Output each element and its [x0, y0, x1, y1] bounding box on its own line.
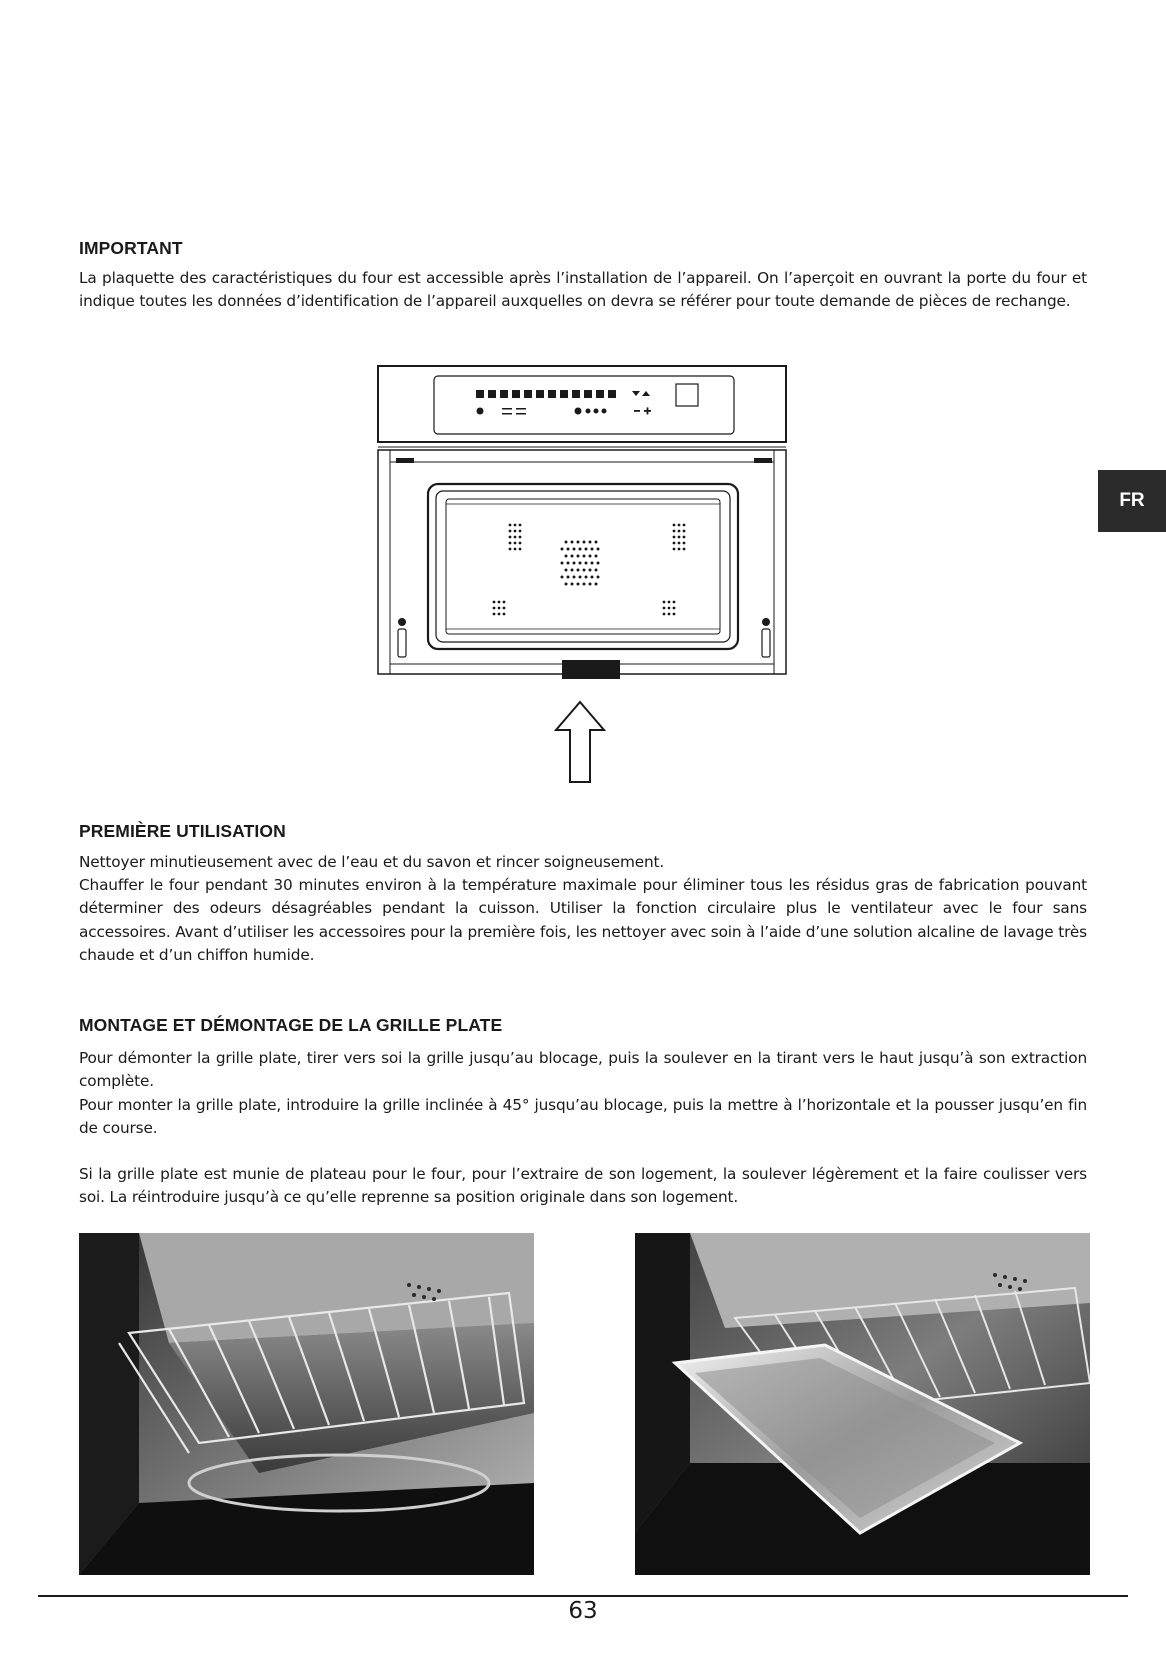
photo-grid-in-oven — [79, 1233, 534, 1575]
language-tab: FR — [1098, 470, 1166, 532]
montage-paragraph-3: Si la grille plate est munie de plateau pour le four, pour l’extraire de son logement, la soulever légèrement et la faire coulisser vers soi. La réintroduire jusqu’à ce qu’elle reprenne sa position originale dans son logement. — [79, 1165, 1087, 1207]
section-title-montage: MONTAGE ET DÉMONTAGE DE LA GRILLE PLATE — [79, 1015, 503, 1035]
oven-rating-plate-diagram — [376, 364, 792, 795]
montage-paragraph-2: Pour monter la grille plate, introduire la grille inclinée à 45° jusqu’au blocage, puis la mettre à l’horizontale et la pousser jusqu’en fin de course. — [79, 1096, 1087, 1138]
important-body: La plaquette des caractéristiques du four est accessible après l’installation de l’appareil. On l’aperçoit en ouvrant la porte du four et indique toutes les données d’identification de l’appareil auxquelles on devra se référer pour toute demande de pièces de rechange. — [79, 269, 1087, 311]
premiere-line-1: Nettoyer minutieusement avec de l’eau et du savon et rincer soigneusement. — [79, 853, 665, 871]
page-number: 63 — [568, 1598, 598, 1624]
premiere-body: Chauffer le four pendant 30 minutes environ à la température maximale pour éliminer tous les résidus gras de fabrication pouvant déterminer des odeurs désagréables pendant la cuisson. Utiliser la fonction circulaire plus le ventilateur avec le four sans accessoires. Avant d’utiliser les accessoires pour la première fois, les nettoyer avec soin à l’aide d’une solution alcaline de lavage très chaude et d’un chiffon humide. — [79, 876, 1087, 965]
footer-rule — [38, 1595, 1128, 1597]
montage-paragraph-1: Pour démonter la grille plate, tirer vers soi la grille jusqu’au blocage, puis la soulever en la tirant vers le haut jusqu’à son extraction complète. — [79, 1049, 1087, 1091]
section-title-important: IMPORTANT — [79, 238, 183, 258]
section-title-premiere-utilisation: PREMIÈRE UTILISATION — [79, 821, 286, 841]
photo-tray-in-oven — [635, 1233, 1090, 1575]
